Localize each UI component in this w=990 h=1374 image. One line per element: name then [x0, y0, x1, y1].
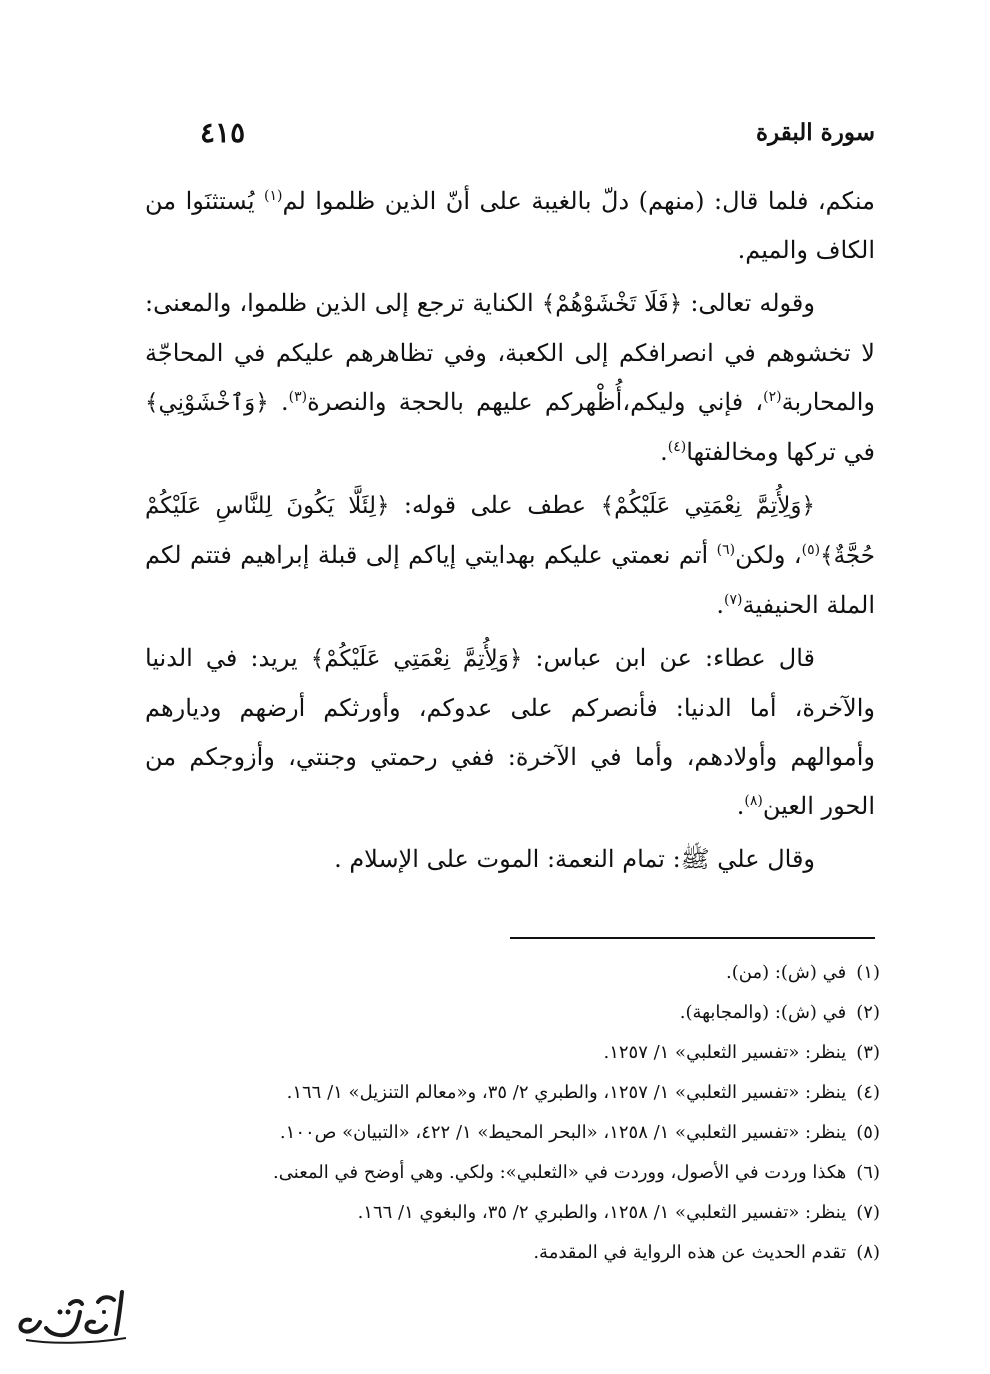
- footnote: [145, 953, 880, 993]
- text-span: قال عطاء: عن ابن عباس:: [522, 644, 815, 672]
- quran-quote: ﴿وَٱخْشَوْنِي﴾: [145, 390, 269, 416]
- paragraph-4: [145, 634, 875, 831]
- main-text: [145, 177, 875, 888]
- calligraphy-logo: [10, 1282, 140, 1354]
- text-span: الكناية ترجع إلى الذين ظلموا، والمعنى: لا تخشوهم في انصرافكم إلى الكعبة، وفي تظاهرهم عليكم في المحاجّة والمحاربة: [145, 289, 875, 416]
- text-span: منكم، فلما قال: (منهم) دلّ بالغيبة على أنّ الذين ظلموا لم: [282, 187, 875, 215]
- text-span: عطف على قوله:: [389, 491, 601, 519]
- paragraph-2: [145, 279, 875, 477]
- footnote-number: (٦): [856, 1162, 880, 1183]
- footnote-text: ينظر: «تفسير الثعلبي» ١/ ١٢٥٨، «البحر المحيط» ١/ ٤٢٢، «التبيان» ص١٠٠.: [279, 1122, 847, 1143]
- text-span: يريد: في الدنيا والآخرة، أما الدنيا: فأنصركم على عدوكم، وأورثكم أرضهم وديارهم وأموالهم وأولادهم، وأما في الآخرة: ففي رحمتي وجنتي، وأزوجكم من الحور العين: [145, 644, 875, 820]
- running-title: سورة البقرة: [755, 118, 875, 146]
- footnote: [145, 1193, 880, 1233]
- footnote-text: هكذا وردت في الأصول، ووردت في «الثعلبي»: ولكي. وهي أوضح في المعنى.: [273, 1162, 847, 1183]
- footnote-ref: (٧): [724, 592, 743, 608]
- footnote: [145, 1153, 880, 1193]
- footnote-text: في (ش): (من).: [726, 962, 847, 983]
- text-span: أتم نعمتي عليكم بهدايتي إياكم إلى قبلة إبراهيم فتتم لكم الملة الحنيفية: [145, 541, 875, 619]
- footnote-separator: [510, 937, 875, 939]
- text-span: .: [736, 792, 745, 820]
- footnote-text: في (ش): (والمجابهة).: [679, 1002, 847, 1023]
- paragraph-3: [145, 481, 875, 630]
- paragraph-5: [145, 835, 875, 884]
- text-span: في تركها ومخالفتها: [686, 438, 875, 466]
- paragraph-1: [145, 177, 875, 275]
- footnote-number: (٥): [856, 1122, 880, 1143]
- quran-quote: ﴿لِئَلَّا يَكُونَ لِلنَّاسِ عَلَيْكُمْ حُجَّةٌ﴾: [145, 493, 875, 569]
- page-header: [200, 112, 875, 152]
- footnote-ref: (٥): [801, 542, 821, 558]
- footnote: [145, 1233, 880, 1273]
- footnote-ref: (٨): [744, 793, 763, 809]
- text-span: يُستثنَوا من الكاف والميم.: [145, 187, 875, 264]
- footnotes: [145, 953, 880, 1273]
- footnote-ref: (٤): [667, 439, 687, 455]
- text-span: وقال علي ﷺ: تمام النعمة: الموت على الإسلام .: [334, 845, 815, 873]
- footnote: [145, 993, 880, 1033]
- footnote-number: (٨): [856, 1242, 880, 1263]
- footnote-text: ينظر: «تفسير الثعلبي» ١/ ١٢٥٧، والطبري ٢/ ٣٥، و«معالم التنزيل» ١/ ١٦٦.: [286, 1082, 847, 1103]
- quran-quote: ﴿وَلِأُتِمَّ نِعْمَتِي عَلَيْكُمْ﴾: [600, 493, 816, 519]
- text-span: ، ولكن: [735, 541, 802, 569]
- footnote: [145, 1033, 880, 1073]
- quran-quote: ﴿وَلِأُتِمَّ نِعْمَتِي عَلَيْكُمْ﴾: [310, 646, 523, 672]
- footnote-ref: (١): [264, 188, 283, 204]
- footnote-text: ينظر: «تفسير الثعلبي» ١/ ١٢٥٧.: [603, 1042, 847, 1063]
- footnote-number: (٤): [856, 1082, 880, 1103]
- footnote: [145, 1073, 880, 1113]
- text-span: .: [268, 388, 289, 416]
- quran-quote: ﴿فَلَا تَخْشَوْهُمْ﴾: [541, 291, 683, 317]
- text-span: ، فإني وليكم،أُظْهركم عليهم بالحجة والنصرة: [307, 388, 764, 416]
- footnote-ref: (٦): [716, 542, 736, 558]
- footnote-ref: (٢): [763, 389, 782, 405]
- text-span: .: [660, 438, 668, 466]
- footnote: [145, 1113, 880, 1153]
- footnote-number: (١): [856, 962, 880, 983]
- footnote-ref: (٣): [288, 389, 308, 405]
- footnote-number: (٧): [856, 1202, 880, 1223]
- footnote-text: تقدم الحديث عن هذه الرواية في المقدمة.: [533, 1242, 847, 1263]
- footnote-number: (٣): [856, 1042, 880, 1063]
- footnote-number: (٢): [856, 1002, 880, 1023]
- text-span: .: [716, 591, 725, 619]
- text-span: وقوله تعالى:: [682, 289, 815, 317]
- page-number: ٤١٥: [200, 115, 246, 149]
- footnote-text: ينظر: «تفسير الثعلبي» ١/ ١٢٥٨، والطبري ٢/ ٣٥، والبغوي ١/ ١٦٦.: [357, 1202, 847, 1223]
